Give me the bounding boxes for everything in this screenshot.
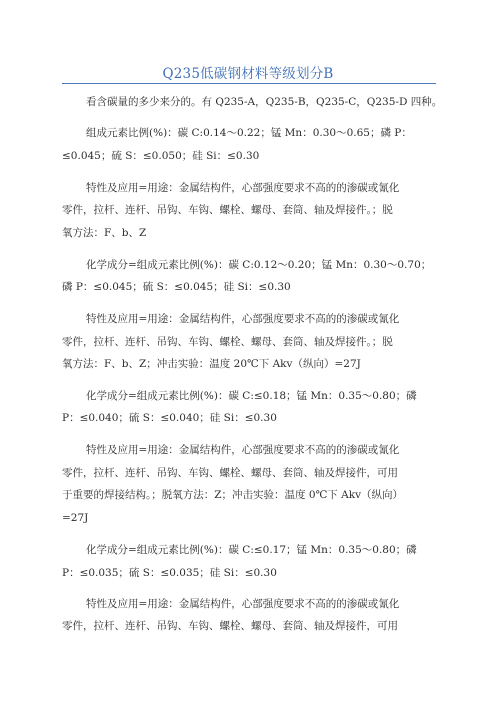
paragraph-3-line-2: 零件，拉杆、连杆、吊钩、车钩、螺栓、螺母、套筒、轴及焊接件。；脱 — [62, 204, 393, 216]
paragraph-5-line-2: 零件，拉杆、连杆、吊钩、车钩、螺栓、螺母、套筒、轴及焊接件。；脱 — [62, 336, 393, 348]
paragraph-7-line-2: 零件，拉杆、连杆、吊钩、车钩、螺栓、螺母、套筒、轴及焊接件，可用 — [62, 467, 398, 479]
paragraph-5-line-1: 特性及应用=用途：金属结构件，心部强度要求不高的的渗碳或氰化 — [86, 313, 400, 325]
paragraph-1-line-1: 看含碳量的多少来分的。有 Q235-A，Q235-B，Q235-C，Q235-D 四种。 — [86, 96, 443, 108]
paragraph-2-line-2: ≤0.045；硫 S：≤0.050；硅 Si：≤0.30 — [62, 150, 260, 162]
document-title: Q235低碳钢材料等级划分B — [162, 66, 334, 82]
paragraph-4-line-1: 化学成分=组成元素比例(%)：碳 C:0.12～0.20；锰 Mn：0.30～0.70； — [86, 259, 432, 271]
paragraph-5-line-3: 氧方法：F、b、Z；冲击实验：温度 20℃下 Akv（纵向）=27J — [62, 358, 361, 370]
paragraph-6-line-2: P：≤0.040；硫 S：≤0.040；硅 Si：≤0.30 — [62, 412, 277, 424]
paragraph-2-line-1: 组成元素比例(%)：碳 C:0.14～0.22；锰 Mn：0.30～0.65；磷 P： — [86, 127, 412, 139]
paragraph-8-line-1: 化学成分=组成元素比例(%)：碳 C:≤0.17；锰 Mn：0.35～0.80；磷 — [86, 544, 417, 556]
paragraph-3-line-3: 氧方法：F、b、Z — [62, 227, 147, 239]
paragraph-4-line-2: 磷 P：≤0.045；硫 S：≤0.045；硅 Si：≤0.30 — [62, 281, 291, 293]
paragraph-9-line-1: 特性及应用=用途：金属结构件，心部强度要求不高的的渗碳或氰化 — [86, 598, 400, 610]
paragraph-9-line-2: 零件，拉杆、连杆、吊钩、车钩、螺栓、螺母、套筒、轴及焊接件，可用 — [62, 620, 398, 632]
paragraph-7-line-1: 特性及应用=用途：金属结构件，心部强度要求不高的的渗碳或氰化 — [86, 444, 400, 456]
paragraph-7-line-4: =27J — [62, 512, 89, 524]
paragraph-7-line-3: 于重要的焊接结构。；脱氧方法：Z；冲击实验：温度 0℃下 Akv（纵向） — [62, 489, 404, 501]
paragraph-6-line-1: 化学成分=组成元素比例(%)：碳 C:≤0.18；锰 Mn：0.35～0.80；磷 — [86, 390, 417, 402]
title-underline — [62, 83, 436, 84]
paragraph-8-line-2: P：≤0.035；硫 S：≤0.035；硅 Si：≤0.30 — [62, 567, 277, 579]
paragraph-3-line-1: 特性及应用=用途：金属结构件，心部强度要求不高的的渗碳或氰化 — [86, 182, 400, 194]
